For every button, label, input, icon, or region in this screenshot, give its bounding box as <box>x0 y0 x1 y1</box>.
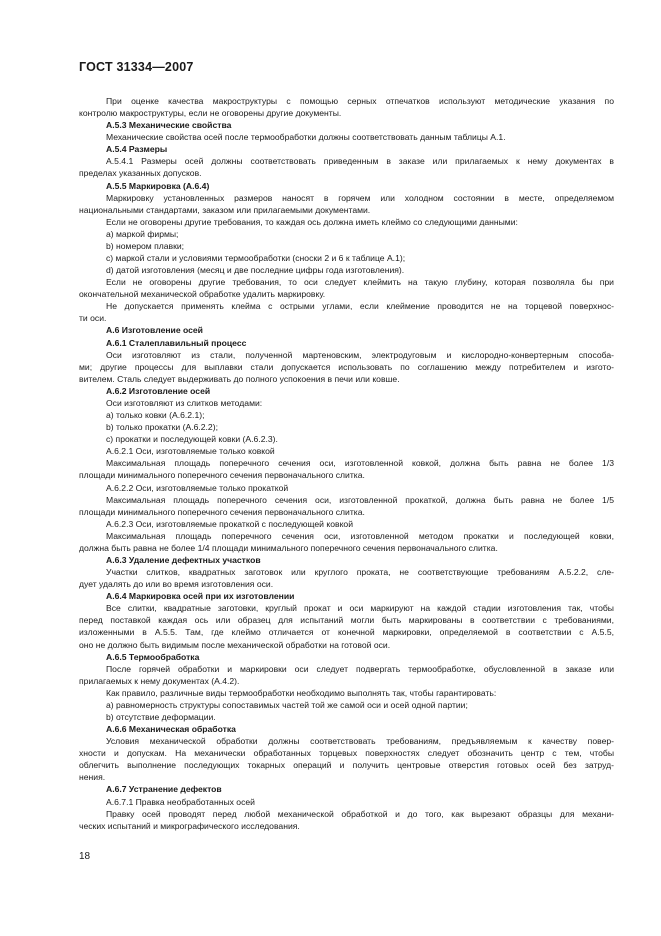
text-line: контролю макроструктуры, если не оговорены другие документы. <box>79 108 342 119</box>
section-heading: А.5.4 Размеры <box>106 144 168 155</box>
text-line: Все слитки, квадратные заготовки, круглый прокат и оси маркируют на каждой стадии изготовления так, чтобы <box>106 603 614 614</box>
text-line: хности и допускам. На механически обработанных торцевых поверхностях следует обозначить центр с тем, чтобы <box>79 748 614 759</box>
text-line: После горячей обработки и маркировки оси следует подвергать термообработке, обусловленной в заказе или <box>106 663 614 674</box>
text-line: Максимальная площадь поперечного сечения оси, изготовленной ковкой, должна быть равна не более 1/3 <box>106 458 614 469</box>
text-line: а) равномерность структуры сопоставимых частей той же самой оси и осей одной партии; <box>106 699 468 710</box>
section-heading: А.6.4 Маркировка осей при их изготовлении <box>106 591 295 602</box>
text-line: Правку осей проводят перед любой механической обработкой и до того, как вырезают образцы для механи- <box>106 808 614 819</box>
text-line: перед поставкой каждая ось или образец для испытаний могли быть маркированы в соответствии с требованиями, <box>79 615 614 626</box>
section-heading: А.6 Изготовление осей <box>106 325 203 336</box>
text-line: изложенными в А.5.5. Там, где клеймо отличается от конечной маркировки, определяемой в соответствии с А.5.5, <box>79 627 614 638</box>
text-line: а) только ковки (А.6.2.1); <box>106 410 205 421</box>
text-line: А.6.2.2 Оси, изготовляемые только прокаткой <box>106 482 289 493</box>
section-heading: А.5.3 Механические свойства <box>106 120 232 131</box>
text-line: пределах указанных допусков. <box>79 168 202 179</box>
text-line: При оценке качества макроструктуры с помощью серных отпечатков используют методические указания по <box>106 96 614 106</box>
text-line: Оси изготовляют из слитков методами: <box>106 397 263 408</box>
document-body <box>79 95 614 832</box>
text-line: Механические свойства осей после термообработки должны соответствовать данным таблицы А.1. <box>106 132 506 143</box>
text-line: ти оси. <box>79 313 107 324</box>
text-line: прилагаемых к нему документах (А.4.2). <box>79 675 240 686</box>
text-line: вителем. Сталь следует выдерживать до полного успокоения в печи или ковше. <box>79 373 400 384</box>
text-line: Маркировку установленных размеров наносят в горячем или холодном состоянии в месте, определяемом <box>106 192 614 203</box>
text-line: ми; другие процессы для выплавки стали допускается использовать по соглашению между потребителем и изгото- <box>79 361 614 372</box>
text-line: оно не должно быть видимым после механической обработки на готовой оси. <box>79 639 391 650</box>
text-line: b) номером плавки; <box>106 240 185 251</box>
text-line: А.6.2.1 Оси, изготовляемые только ковкой <box>106 446 275 457</box>
section-heading: А.6.2 Изготовление осей <box>106 385 211 396</box>
text-line: Если не оговорены другие требования, то каждая ось должна иметь клеймо со следующими данными: <box>106 216 518 227</box>
text-line: с) прокатки и последующей ковки (А.6.2.3). <box>106 434 278 445</box>
text-line: Как правило, различные виды термообработки необходимо выполнять так, чтобы гарантировать: <box>106 687 497 698</box>
text-line: b) отсутствие деформации. <box>106 711 216 722</box>
section-heading: А.5.5 Маркировка (А.6.4) <box>106 180 210 191</box>
text-line: А.5.4.1 Размеры осей должны соответствовать приведенным в заказе или прилагаемых к нему документах в <box>106 156 614 167</box>
text-line: окончательной механической обработке удалить маркировку. <box>79 289 326 300</box>
text-line: ческих испытаний и микрографического исследования. <box>79 820 300 831</box>
doc-header-code: ГОСТ 31334—2007 <box>79 60 194 74</box>
text-line: нения. <box>79 772 106 783</box>
text-line: должна быть равна не более 1/4 площади минимального поперечного сечения первоначального слитка. <box>79 542 498 553</box>
text-line: Условия механической обработки должны соответствовать требованиям, предъявляемым к качеству повер- <box>106 736 614 747</box>
text-line: площади минимального поперечного сечения первоначального слитка. <box>79 470 365 481</box>
text-line: А.6.7.1 Правка необработанных осей <box>106 796 255 807</box>
text-line: Максимальная площадь поперечного сечения оси, изготовленной прокаткой, должна быть равна не более 1/5 <box>106 494 614 505</box>
section-heading: А.6.3 Удаление дефектных участков <box>106 554 261 565</box>
text-line: Оси изготовляют из стали, полученной мартеновским, электродуговым и кислородно-конвертерным способа- <box>106 349 614 360</box>
text-line: площади минимального поперечного сечения первоначального слитка. <box>79 506 365 517</box>
text-line: национальными стандартами, заказом или прилагаемыми документами. <box>79 204 371 215</box>
section-heading: А.6.7 Устранение дефектов <box>106 784 222 795</box>
text-line: b) только прокатки (А.6.2.2); <box>106 422 218 433</box>
text-line: а) маркой фирмы; <box>106 228 179 239</box>
text-line: облегчить выполнение последующих токарных операций и получить центровые отверстия готовых осей без затруд- <box>79 760 614 771</box>
page-number: 18 <box>79 851 91 862</box>
text-line: с) маркой стали и условиями термообработки (сноски 2 и 6 к таблице А.1); <box>106 253 406 264</box>
section-heading: А.6.1 Сталеплавильный процесс <box>106 337 247 348</box>
text-line: А.6.2.3 Оси, изготовляемые прокаткой с последующей ковкой <box>106 518 354 529</box>
text-line: Не допускается применять клейма с острыми углами, если клеймение проводится не на торцевой поверхнос- <box>106 301 614 312</box>
text-line: Если не оговорены другие требования, то оси следует клеймить на такую глубину, которая позволяла бы при <box>106 277 614 288</box>
text-line: дует удалять до или во время изготовления оси. <box>79 579 274 590</box>
section-heading: А.6.6 Механическая обработка <box>106 724 236 735</box>
text-line: Максимальная площадь поперечного сечения оси, изготовленной методом прокатки и последующей ковки, <box>106 530 614 541</box>
section-heading: А.6.5 Термообработка <box>106 651 200 662</box>
text-line: Участки слитков, квадратных заготовок или круглого проката, не соответствующие требованиям А.5.2.2, сле- <box>106 567 614 578</box>
text-line: d) датой изготовления (месяц и две последние цифры года изготовления). <box>106 265 405 276</box>
